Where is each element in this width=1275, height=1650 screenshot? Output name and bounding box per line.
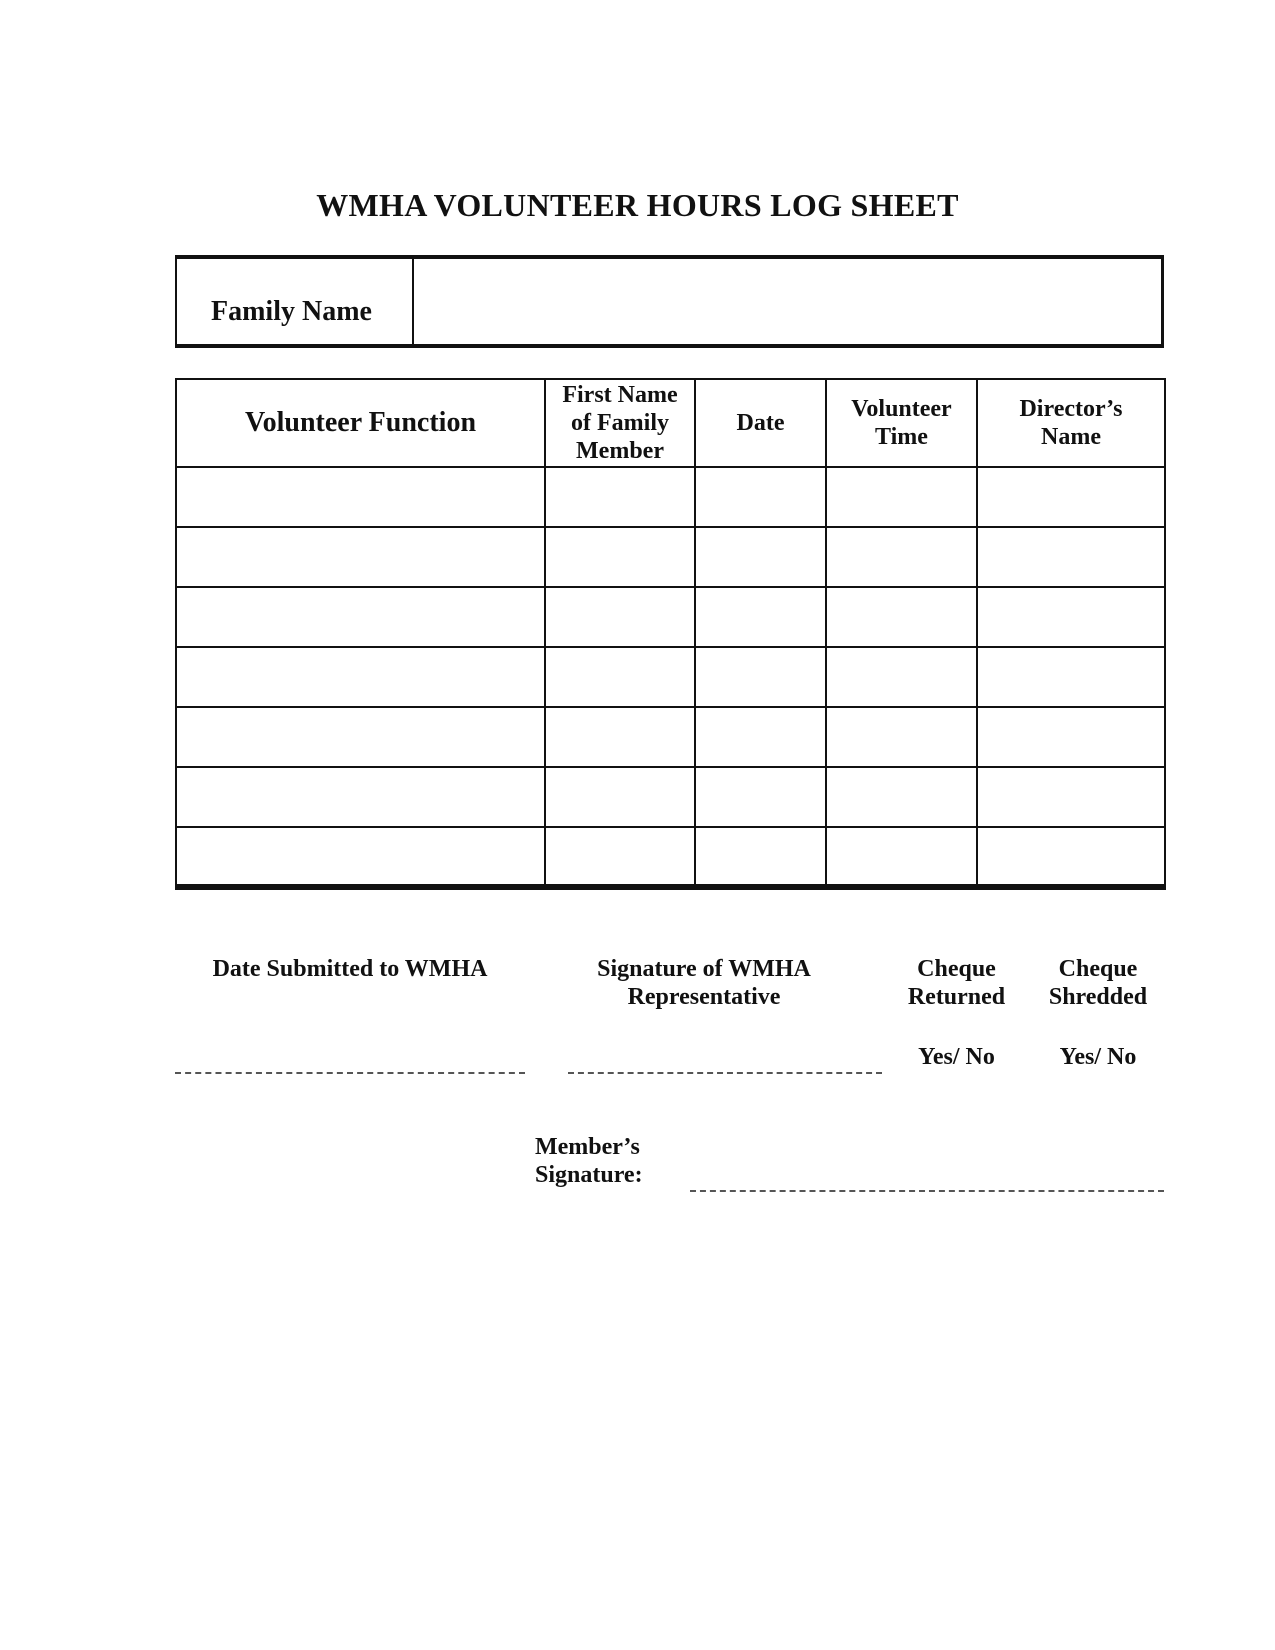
cheque-shredded-yes-no[interactable]: Yes/ No — [1059, 1044, 1137, 1070]
first-name-input[interactable] — [546, 828, 694, 884]
first-name-input[interactable] — [546, 768, 694, 826]
volunteer-function-input[interactable] — [177, 468, 544, 526]
page-title: WMHA VOLUNTEER HOURS LOG SHEET — [316, 187, 959, 223]
date-input[interactable] — [696, 468, 825, 526]
volunteer-time-input[interactable] — [827, 588, 976, 646]
header-directors-name: Director’s Name — [977, 379, 1165, 467]
cell-date — [695, 767, 826, 827]
volunteer-function-input[interactable] — [177, 828, 544, 884]
cell-volunteer-function — [176, 587, 545, 647]
table-row — [176, 467, 1165, 527]
cell-volunteer-function — [176, 647, 545, 707]
cell-directors-name — [977, 767, 1165, 827]
signature-rep-label: Signature of WMHA Representative — [597, 956, 811, 1010]
header-date: Date — [695, 379, 826, 467]
table-row — [176, 527, 1165, 587]
volunteer-time-input[interactable] — [827, 468, 976, 526]
header-first-name: First Name of Family Member — [545, 379, 695, 467]
cell-volunteer-function — [176, 767, 545, 827]
cell-directors-name — [977, 467, 1165, 527]
cell-directors-name — [977, 647, 1165, 707]
cell-directors-name — [977, 827, 1165, 887]
cell-first-name — [545, 827, 695, 887]
table-row — [176, 707, 1165, 767]
family-name-box — [175, 255, 1164, 348]
volunteer-function-input[interactable] — [177, 588, 544, 646]
date-input[interactable] — [696, 588, 825, 646]
table-row — [176, 767, 1165, 827]
cell-volunteer-time — [826, 587, 977, 647]
cell-date — [695, 647, 826, 707]
cell-volunteer-function — [176, 827, 545, 887]
cell-first-name — [545, 647, 695, 707]
signature-rep-line[interactable] — [568, 1072, 882, 1074]
date-input[interactable] — [696, 828, 825, 884]
member-signature-label: Member’s Signature: — [535, 1134, 643, 1188]
cell-volunteer-time — [826, 467, 977, 527]
family-name-field[interactable] — [416, 259, 1161, 344]
volunteer-log-table — [175, 378, 1166, 890]
cell-first-name — [545, 467, 695, 527]
first-name-input[interactable] — [546, 708, 694, 766]
header-volunteer-time: Volunteer Time — [826, 379, 977, 467]
cell-first-name — [545, 587, 695, 647]
directors-name-input[interactable] — [978, 648, 1164, 706]
date-input[interactable] — [696, 648, 825, 706]
cell-first-name — [545, 707, 695, 767]
cell-directors-name — [977, 707, 1165, 767]
cell-first-name — [545, 527, 695, 587]
volunteer-time-input[interactable] — [827, 528, 976, 586]
volunteer-function-input[interactable] — [177, 648, 544, 706]
directors-name-input[interactable] — [978, 588, 1164, 646]
volunteer-function-input[interactable] — [177, 528, 544, 586]
cell-date — [695, 527, 826, 587]
cell-volunteer-time — [826, 707, 977, 767]
date-input[interactable] — [696, 708, 825, 766]
cell-volunteer-function — [176, 527, 545, 587]
volunteer-time-input[interactable] — [827, 768, 976, 826]
table-row — [176, 587, 1165, 647]
table-row — [176, 827, 1165, 887]
cheque-returned-label: Cheque Returned — [907, 956, 1006, 1010]
cell-volunteer-time — [826, 647, 977, 707]
cell-volunteer-function — [176, 707, 545, 767]
date-input[interactable] — [696, 768, 825, 826]
date-submitted-line[interactable] — [175, 1072, 525, 1074]
cell-directors-name — [977, 527, 1165, 587]
volunteer-time-input[interactable] — [827, 708, 976, 766]
cell-date — [695, 587, 826, 647]
cell-directors-name — [977, 587, 1165, 647]
cell-first-name — [545, 767, 695, 827]
cell-date — [695, 707, 826, 767]
volunteer-function-input[interactable] — [177, 708, 544, 766]
member-signature-line[interactable] — [690, 1190, 1164, 1192]
cheque-shredded-label: Cheque Shredded — [1048, 956, 1148, 1010]
volunteer-time-input[interactable] — [827, 828, 976, 884]
first-name-input[interactable] — [546, 648, 694, 706]
first-name-input[interactable] — [546, 468, 694, 526]
cell-date — [695, 827, 826, 887]
directors-name-input[interactable] — [978, 708, 1164, 766]
first-name-input[interactable] — [546, 528, 694, 586]
directors-name-input[interactable] — [978, 828, 1164, 884]
volunteer-function-input[interactable] — [177, 768, 544, 826]
table-header-row — [176, 379, 1165, 467]
date-input[interactable] — [696, 528, 825, 586]
cell-date — [695, 467, 826, 527]
header-volunteer-function: Volunteer Function — [176, 379, 545, 467]
directors-name-input[interactable] — [978, 468, 1164, 526]
cell-volunteer-time — [826, 827, 977, 887]
date-submitted-label: Date Submitted to WMHA — [212, 956, 488, 982]
cell-volunteer-time — [826, 527, 977, 587]
family-name-label: Family Name — [177, 259, 414, 344]
first-name-input[interactable] — [546, 588, 694, 646]
cell-volunteer-time — [826, 767, 977, 827]
cheque-returned-yes-no[interactable]: Yes/ No — [918, 1044, 995, 1070]
volunteer-time-input[interactable] — [827, 648, 976, 706]
table-row — [176, 647, 1165, 707]
directors-name-input[interactable] — [978, 768, 1164, 826]
directors-name-input[interactable] — [978, 528, 1164, 586]
cell-volunteer-function — [176, 467, 545, 527]
